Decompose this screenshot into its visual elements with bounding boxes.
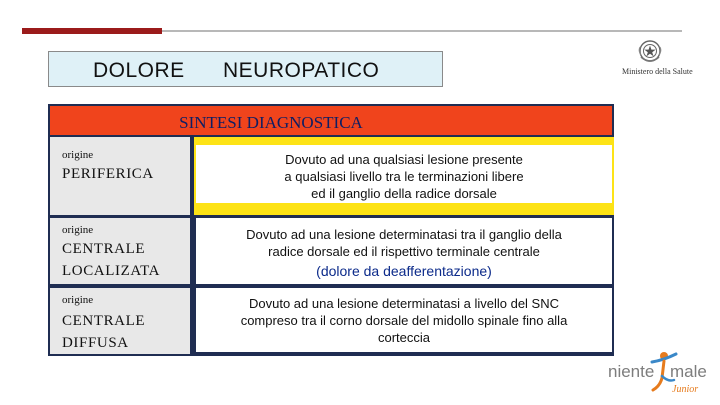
italian-republic-emblem-icon xyxy=(637,38,663,66)
location-label: CENTRALE xyxy=(62,313,146,329)
origin-label: origine xyxy=(62,224,94,236)
location-label: DIFFUSA xyxy=(62,335,129,351)
desc-line: compreso tra il corno dorsale del midollo spinale fino alla xyxy=(240,313,568,328)
slide-title-box xyxy=(48,51,443,87)
ministry-name: Ministero della Salute xyxy=(622,67,693,76)
table-heading-bar xyxy=(50,106,612,135)
desc-line: Dovuto ad una lesione determinatasi tra il ganglio della xyxy=(246,227,562,242)
brand-name-left: niente xyxy=(608,362,655,381)
nientemale-junior-logo xyxy=(606,348,712,398)
ministry-logo xyxy=(622,38,693,76)
row-desc-centrale-diffusa xyxy=(196,288,612,352)
desc-line: a qualsiasi livello tra le terminazioni libere xyxy=(284,169,524,184)
brand-sub: Junior xyxy=(672,384,699,395)
top-rule xyxy=(162,30,682,32)
desc-line: Dovuto ad una lesione determinatasi a livello del SNC xyxy=(248,296,559,311)
slide-title-word-1: DOLORE xyxy=(93,59,185,82)
row-desc-centrale-localizata xyxy=(196,218,612,284)
origin-label: origine xyxy=(62,294,94,306)
row-label-centrale-localizata xyxy=(50,218,190,284)
brand-name-right: male xyxy=(670,362,707,381)
row-label-periferica xyxy=(50,137,190,215)
desc-line: ed il ganglio della radice dorsale xyxy=(311,186,497,201)
slide-title-word-2: NEUROPATICO xyxy=(223,59,380,82)
desc-line: corteccia xyxy=(377,330,431,345)
table-heading: SINTESI DIAGNOSTICA xyxy=(179,113,363,132)
row-label-centrale-diffusa xyxy=(50,288,190,354)
location-label: CENTRALE xyxy=(62,241,146,257)
desc-line: radice dorsale ed il rispettivo terminale centrale xyxy=(268,244,540,259)
row-desc-periferica xyxy=(196,145,612,203)
location-label: PERIFERICA xyxy=(62,166,154,182)
top-accent-bar xyxy=(22,28,162,34)
desc-line-highlight: (dolore da deafferentazione) xyxy=(316,263,492,279)
origin-label: origine xyxy=(62,149,94,161)
desc-line: Dovuto ad una qualsiasi lesione presente xyxy=(285,152,523,167)
location-label: LOCALIZATA xyxy=(62,263,161,279)
